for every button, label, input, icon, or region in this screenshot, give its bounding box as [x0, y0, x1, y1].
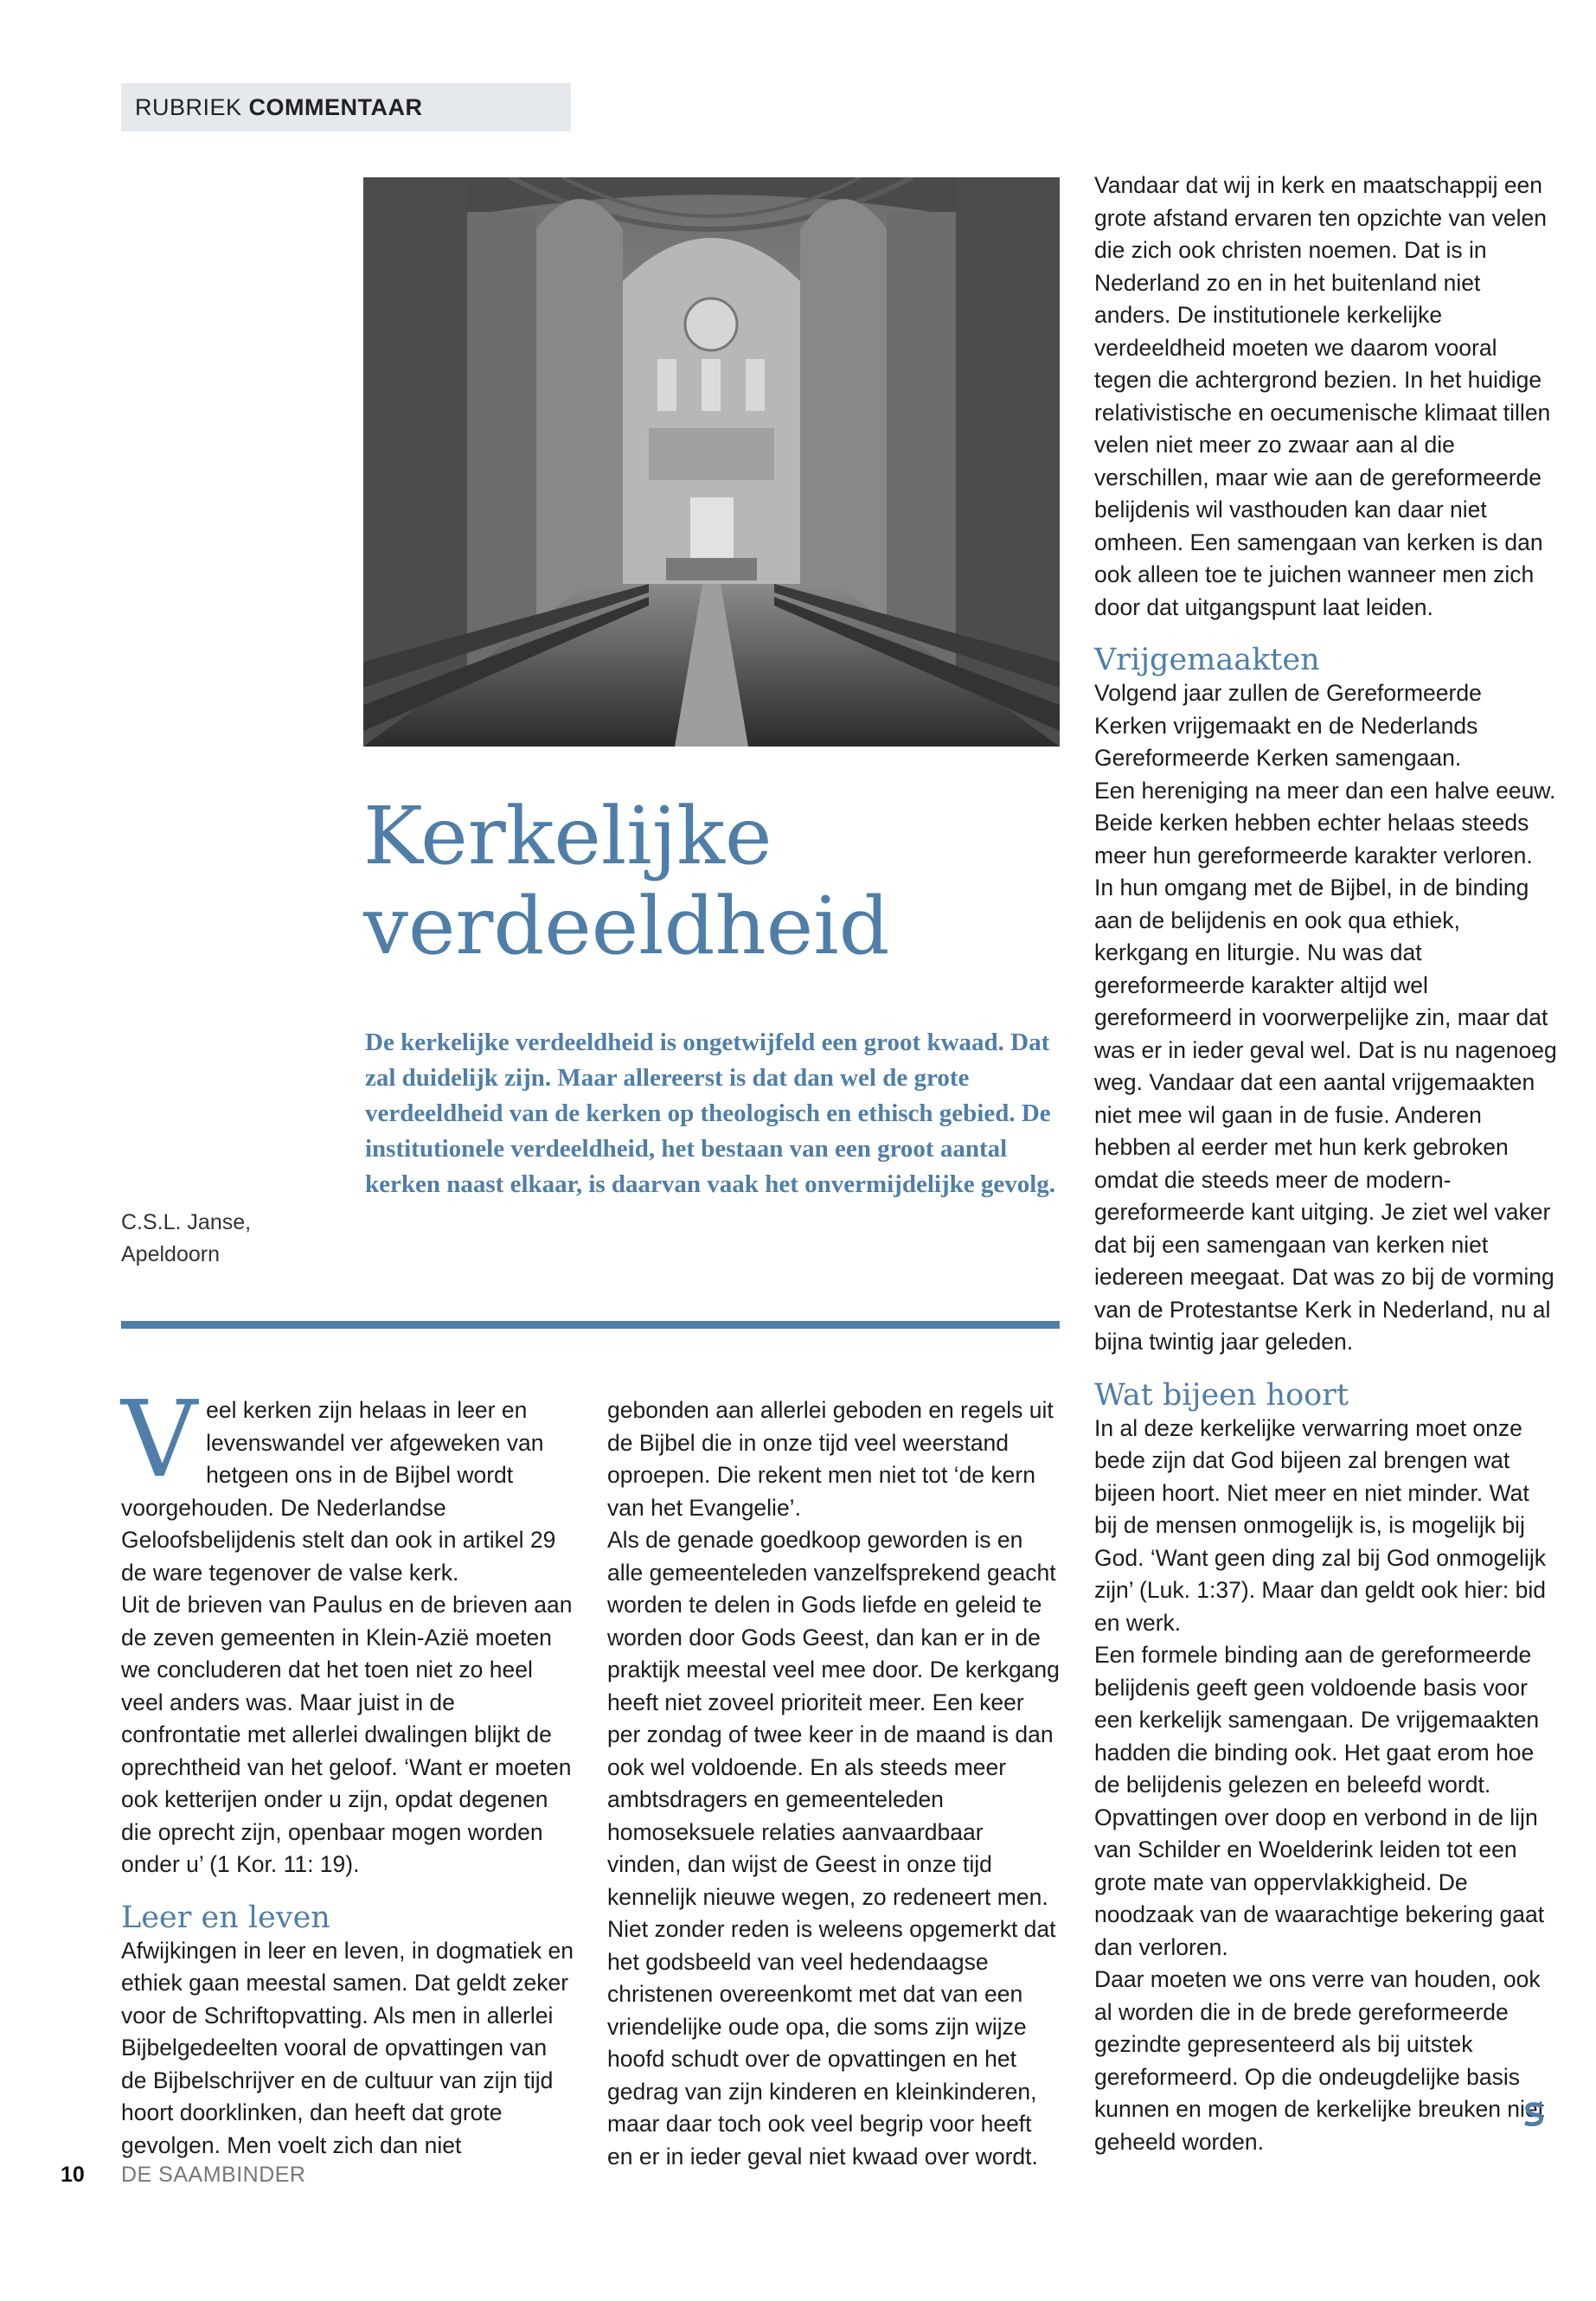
paragraph: Als de genade goedkoop geworden is en alle gemeenteleden vanzelfsprekend geacht worden te delen in Gods liefde en geleid te worden door Gods Geest, dan kan er in de praktijk meestal veel mee door. De kerkgang heeft niet zoveel prioriteit meer. Een keer per zondag of twee keer in de maand is dan ook wel voldoende. En als steeds meer ambtsdragers en gemeenteleden homoseksuele relaties aanvaardbaar vinden, dan wijst de Geest in onze tijd kennelijk nieuwe wegen, zo redeneert men. Niet zonder reden is weleens opgemerkt dat het godsbeeld van veel hedendaagse christenen overeenkomt met dat van een vriendelijke oude opa, die soms zijn wijze hoofd schudt over de opvattingen en het gedrag van zijn kinderen en kleinkinderen, maar daar toch ook veel begrip voor heeft en er in ieder geval niet kwaad over wordt. — [607, 1527, 1060, 2170]
column-2 — [607, 1394, 1061, 2173]
author-name: C.S.L. Janse, — [121, 1210, 252, 1234]
intro-paragraph: De kerkelijke verdeeldheid is ongetwijfeld een groot kwaad. Dat zal duidelijk zijn. Maar allereerst is dat dan wel de grote verdeeldheid van de kerken op theologisch en ethisch gebied. De institutionele verdeeldheid, het bestaan van een groot aantal kerken naast elkaar, is daarvan vaak het onvermijdelijke gevolg. — [365, 1029, 1056, 1198]
author-place: Apeldoorn — [121, 1242, 220, 1266]
paragraph: Een hereniging na meer dan een halve eeuw. Beide kerken hebben echter helaas steeds meer hun gereformeerde karakter verloren. In hun omgang met de Bijbel, in de binding aan de belijdenis en ook qua ethiek, kerkgang en liturgie. Nu was dat gereformeerde karakter altijd wel gereformeerd in voorwerpelijke zin, maar dat was er in ieder geval wel. Dat is nu nagenoeg weg. Vandaar dat een aantal vrijgemaakten niet mee wil gaan in de fusie. Anderen hebben al eerder met hun kerk gebroken omdat die steeds meer de modern-gereformeerde kant uitging. Je ziet wel vaker dat bij een samengaan van kerken niet iedereen meegaat. Dat was zo bij de vorming van de Protestantse Kerk in Nederland, nu al bijna twintig jaar geleden. — [1094, 777, 1557, 1355]
author-byline — [121, 1207, 294, 1271]
divider-rule — [121, 1321, 1060, 1329]
paragraph: Daar moeten we ons verre van houden, ook al worden die in de brede gereformeerde gezindte gepresenteerd als bij uitstek gereformeerd. Op die ondeugdelijke basis kunnen en mogen de kerkelijke breuken niet geheeld worden. — [1094, 1966, 1545, 2155]
church-nave-illustration — [363, 177, 1060, 747]
rubriek-prefix: RUBRIEK — [135, 94, 242, 120]
title-line-1: Kerkelijke — [363, 790, 772, 882]
paragraph — [121, 1378, 575, 1589]
paragraph: Afwijkingen in leer en leven, in dogmatiek en ethiek gaan meestal samen. Dat geldt zeker voor de Schriftopvatting. Als men in allerlei Bijbelgedeelten vooral de opvattingen van de Bijbelschrijver en de cultuur van zijn tijd hoort doorklinken, dan heeft dat grote gevolgen. Men voelt zich dan niet — [121, 1937, 574, 2158]
magazine-name: DE SAAMBINDER — [121, 2163, 306, 2187]
paragraph: Uit de brieven van Paulus en de brieven aan de zeven gemeenten in Klein-Azië moeten we concluderen dat het toen niet zo heel veel anders was. Maar juist in de confrontatie met allerlei dwalingen blijkt de oprechtheid van het geloof. ‘Want er moeten ook ketterijen onder u zijn, opdat degenen die oprecht zijn, openbaar mogen worden onder u’ (1 Kor. 11: 19). — [121, 1592, 573, 1877]
subheading-leer-en-leven: Leer en leven — [121, 1900, 330, 1935]
paragraph: Een formele binding aan de gereformeerde belijdenis geeft geen voldoende basis voor een kerkelijk samengaan. De vrijgemaakten hadden die binding ook. Het gaat erom hoe de belijdenis gelezen en beleefd wordt. Opvattingen over doop en verbond in de lijn van Schilder en Woelderink leiden tot een grote mate van oppervlakkigheid. De noodzaak van de waarachtige bekering gaat dan verloren. — [1094, 1642, 1545, 1960]
paragraph: Vandaar dat wij in kerk en maatschappij een grote afstand ervaren ten opzichte van velen die zich ook christen noemen. Dat is in Nederland zo en in het buitenland niet anders. De institutionele kerkelijke verdeeldheid moeten we daarom vooral tegen die achtergrond bezien. In het huidige relativistische en oecumenische klimaat tillen velen niet meer zo zwaar aan al die verschillen, maar wie aan de gereformeerde belijdenis wil vasthouden kan daar niet omheen. Een samengaan van kerken is dan ook alleen toe te juichen wanneer men zich door dat uitgangspunt laat leiden. — [1094, 172, 1551, 620]
column-3 — [1094, 170, 1557, 2158]
paragraph: In al deze kerkelijke verwarring moet onze bede zijn dat God bijeen zal brengen wat bijeen hoort. Niet meer en niet minder. Wat bij de mensen onmogelijk is, is mogelijk bij God. ‘Want geen ding zal bij God onmogelijk zijn’ (Luk. 1:37). Maar dan geldt ook hier: bid en werk. — [1094, 1414, 1546, 1636]
end-mark-icon — [1522, 2102, 1545, 2126]
paragraph-text: eel kerken zijn helaas in leer en levenswandel ver afgeweken van hetgeen ons in de Bijbel wordt voorgehouden. De Nederlandse Geloofsbelijdenis stelt dan ook in artikel 29 de ware tegenover de valse kerk. — [121, 1397, 556, 1586]
paragraph: Volgend jaar zullen de Gereformeerde Kerken vrijgemaakt en de Nederlands Gereformeerde Kerken samengaan. — [1094, 680, 1482, 771]
paragraph: gebonden aan allerlei geboden en regels uit de Bijbel die in onze tijd veel weerstand oproepen. Die rekent men niet tot ‘de kern van het Evangelie’. — [607, 1397, 1054, 1521]
rubriek-name: COMMENTAAR — [248, 94, 423, 120]
column-1 — [121, 1378, 575, 2162]
dropcap: V — [121, 1378, 198, 1501]
subheading-wat-bijeen-hoort: Wat bijeen hoort — [1094, 1377, 1349, 1413]
rubriek-label — [121, 83, 571, 131]
church-interior-photo — [363, 177, 1060, 747]
page-number: 10 — [61, 2163, 85, 2187]
title-line-2: verdeeldheid — [363, 880, 890, 972]
article-title — [363, 792, 1055, 971]
subheading-vrijgemaakten: Vrijgemaakten — [1094, 643, 1320, 677]
